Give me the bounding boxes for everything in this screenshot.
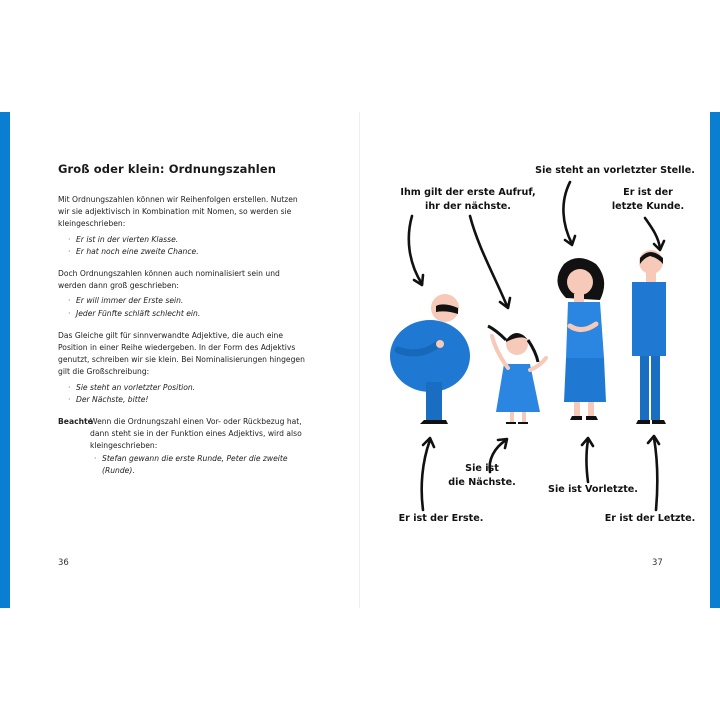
example-list-2	[58, 295, 308, 319]
list-item: · Er will immer der Erste sein.	[68, 295, 308, 307]
note-text: Wenn die Ordnungszahl einen Vor- oder Rückbezug hat, dann steht sie in der Funktion eines Adjektivs, wird also kleingeschrieben:	[90, 417, 302, 451]
page-number-left: 36	[58, 558, 69, 568]
right-edge-stripe	[710, 112, 720, 608]
caption-last-customer	[598, 186, 698, 214]
arrow-penultimate	[563, 182, 572, 244]
note-example-list	[90, 453, 308, 477]
example-list-3	[58, 382, 308, 406]
figure-next-girl	[488, 326, 546, 424]
left-edge-stripe	[0, 112, 10, 608]
caption-line: ihr der nächste.	[425, 201, 511, 212]
paragraph-3: Das Gleiche gilt für sinnverwandte Adjektive, die auch eine Position in einer Reihe wiedergeben. In der Form des Adjektivs genutzt, schreiben wir sie klein. Bei Nominalisierungen hingegen gilt die Großschreibung:	[58, 330, 305, 377]
note-body	[90, 416, 308, 487]
arrow-last-customer	[645, 218, 660, 248]
caption-last: Er ist der Letzte.	[604, 513, 696, 524]
book-spread	[0, 112, 720, 608]
list-item: · Der Nächste, bitte!	[68, 394, 308, 406]
caption-line: die Nächste.	[448, 477, 516, 488]
list-item: · Er ist in der vierten Klasse.	[68, 234, 308, 246]
example-list-1	[58, 234, 308, 258]
figure-last-man	[632, 250, 666, 424]
list-item: · Er hat noch eine zweite Chance.	[68, 246, 308, 258]
page-number-right: 37	[652, 558, 663, 568]
left-page	[58, 162, 308, 487]
caption-line: Er ist der	[623, 187, 673, 198]
arrow-first-call	[409, 216, 422, 284]
figure-first-man	[390, 294, 470, 424]
caption-first: Er ist der Erste.	[398, 513, 484, 524]
caption-penultimate-place: Sie steht an vorletzter Stelle.	[535, 165, 695, 176]
arrow-last	[654, 438, 657, 510]
paragraph-1: Mit Ordnungszahlen können wir Reihenfolgen erstellen. Nutzen wir sie adjektivisch in Kombination mit Nomen, so werden sie kleingeschrieben:	[58, 195, 298, 229]
arrow-first	[422, 440, 430, 510]
caption-line: Sie ist	[465, 463, 499, 474]
list-item: · Stefan gewann die erste Runde, Peter die zweite (Runde).	[94, 453, 308, 477]
caption-line: letzte Kunde.	[611, 201, 685, 212]
caption-penultimate: Sie ist Vorletzte.	[548, 484, 638, 495]
note-box	[58, 416, 308, 487]
caption-line: Ihm gilt der erste Aufruf,	[400, 187, 536, 198]
arrow-next	[470, 216, 507, 306]
illustration	[360, 112, 710, 608]
arrow-penultimate-bottom	[587, 440, 589, 482]
page-title: Groß oder klein: Ordnungszahlen	[58, 162, 277, 176]
caption-next	[442, 462, 522, 490]
figure-penultimate-woman	[557, 258, 606, 420]
list-item: · Jeder Fünfte schläft schlecht ein.	[68, 308, 308, 320]
list-item: · Sie steht an vorletzter Position.	[68, 382, 308, 394]
caption-first-call	[388, 186, 548, 214]
note-label: Beachte	[58, 417, 93, 427]
paragraph-2: Doch Ordnungszahlen können auch nominalisiert sein und werden dann groß geschrieben:	[58, 269, 280, 291]
